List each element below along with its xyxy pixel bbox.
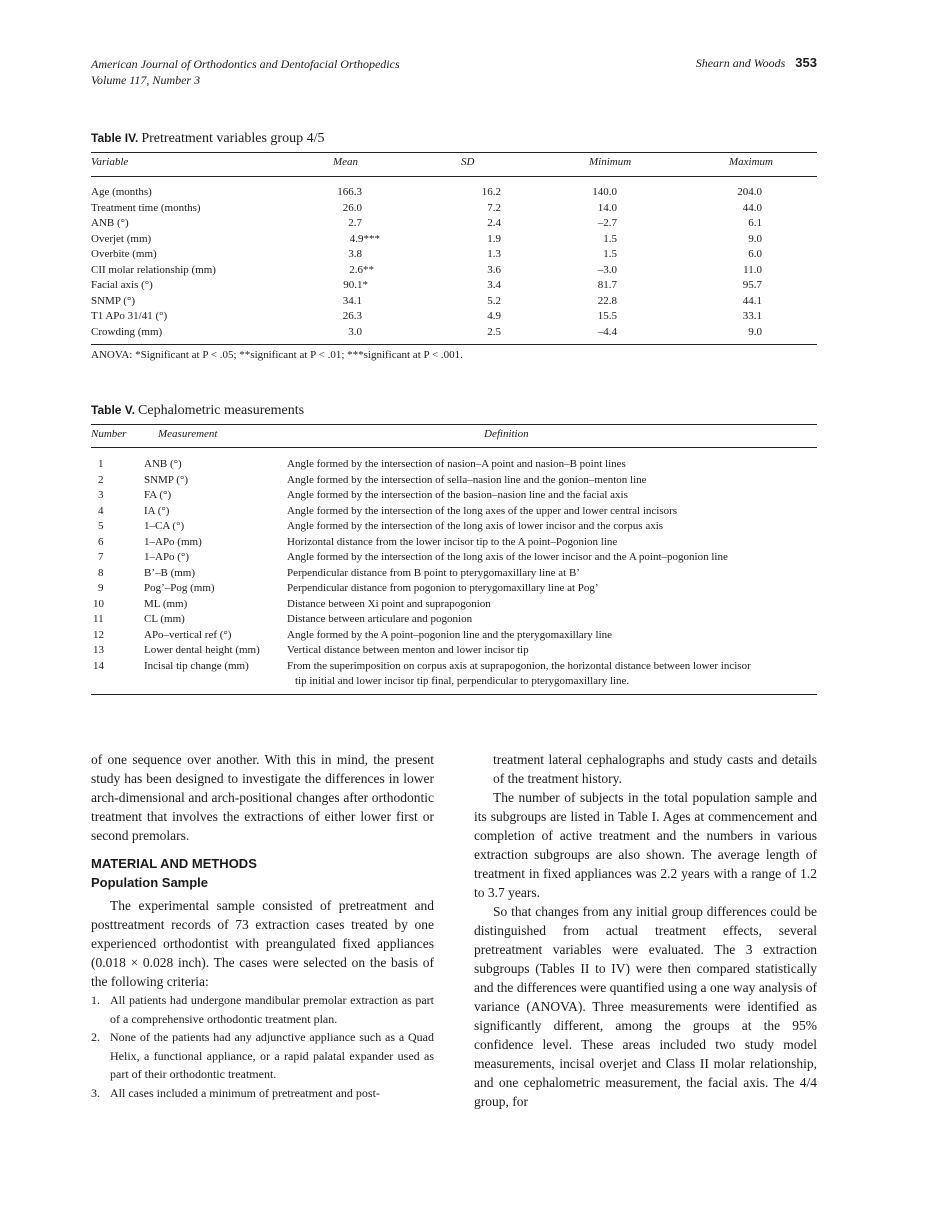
table5-col-number: Number bbox=[91, 425, 144, 448]
variables-paragraph: So that changes from any initial group differences could be distinguished from actual treatment effects, several pretreatment variables were evaluated. The 3 extraction subgroups (Tables II to IV) were then compared statistically and the differences were quantified using a one way analysis of variance (ANOVA). Three measurements were identified as significantly different, among the groups at the 95% confidence level. These areas included two study model measurements, incisal overjet and Class II molar relationship, and one cephalometric measurement, the facial axis. The 4/4 group, for bbox=[474, 904, 817, 1109]
subjects-paragraph: The number of subjects in the total population sample and its subgroups are listed in Table I. Ages at commencement and completion of active treatment and the numbers in various extraction subgroups are also shown. The average length of treatment in fixed appliances was 2.2 years with a range of 1.2 to 3.7 years. bbox=[474, 790, 817, 900]
criteria-text: All cases included a minimum of pretreatment and post- bbox=[110, 1085, 380, 1100]
subsection-heading: Population Sample bbox=[91, 875, 209, 890]
table5-row bbox=[91, 566, 817, 582]
table4-col-sd: SD bbox=[451, 153, 571, 177]
table5-definition-line1: Angle formed by the intersection of the basion–nasion line and the facial axis bbox=[287, 489, 628, 501]
table4-cell: 1.3 bbox=[487, 248, 501, 260]
table4-cell: T1 APo 31/41 (°) bbox=[91, 310, 168, 322]
table4-row bbox=[91, 263, 817, 279]
table5-row bbox=[91, 581, 817, 597]
table5-col-definition: Definition bbox=[287, 425, 817, 448]
journal-name: American Journal of Orthodontics and Dentofacial Orthopedics bbox=[91, 57, 400, 71]
criteria-item bbox=[91, 1084, 434, 1103]
table4-cell: 44.0 bbox=[742, 201, 762, 214]
table5-measurement: Pog’–Pog (mm) bbox=[144, 582, 215, 594]
table5-definition-line1: Angle formed by the intersection of sella–nasion line and the gonion–menton line bbox=[287, 473, 647, 486]
criteria-item bbox=[91, 1028, 434, 1084]
table4-cell: 9.0 bbox=[748, 232, 762, 245]
table4-row bbox=[91, 278, 817, 294]
table4-col-mean: Mean bbox=[321, 153, 451, 177]
table5-row bbox=[91, 628, 817, 644]
table4-caption bbox=[91, 129, 324, 148]
table5-measurement: 1–CA (°) bbox=[144, 520, 185, 532]
table5-definition bbox=[287, 550, 817, 566]
table5-definition bbox=[287, 566, 817, 582]
table4-cell: 22.8 bbox=[597, 294, 617, 307]
table5-row bbox=[91, 550, 817, 566]
table5-definition bbox=[287, 488, 817, 504]
criteria-list bbox=[91, 991, 434, 1102]
table4-col-variable: Variable bbox=[91, 153, 321, 177]
header-authors: Shearn and Woods bbox=[695, 56, 786, 70]
table5-number: 6 bbox=[98, 535, 104, 548]
table5-definition bbox=[287, 628, 817, 644]
section-heading: MATERIAL AND METHODS bbox=[91, 856, 257, 871]
table4-footnote: ANOVA: *Significant at P < .05; **significant at P < .01; ***significant at P < .001. bbox=[91, 349, 463, 361]
table4-label: Table IV. bbox=[91, 131, 139, 145]
table4-cell: –4.4 bbox=[571, 325, 701, 345]
table4-cell: 6.1 bbox=[748, 217, 762, 229]
table4-cell: 81.7 bbox=[597, 279, 617, 291]
criteria-number: 2. bbox=[91, 1030, 100, 1044]
table5-row bbox=[91, 612, 817, 628]
table5-definition-line1: Angle formed by the intersection of the long axes of the upper and lower central incisors bbox=[287, 504, 678, 517]
table5-definition bbox=[287, 535, 817, 551]
table5-definition-line1: Angle formed by the intersection of nasion–A point and nasion–B point lines bbox=[287, 458, 626, 470]
table4-cell: 44.1 bbox=[742, 294, 762, 307]
table4-cell: 33.1 bbox=[742, 310, 762, 322]
table4-row bbox=[91, 309, 817, 325]
table5-row bbox=[91, 473, 817, 489]
table5-number: 9 bbox=[98, 582, 104, 594]
table4-cell: 7.2 bbox=[487, 201, 501, 214]
table4-cell: 11.0 bbox=[743, 263, 762, 276]
table5-definition-line1: Distance between articulare and pogonion bbox=[287, 613, 473, 625]
table5-measurement: Incisal tip change (mm) bbox=[144, 659, 287, 695]
table4-row bbox=[91, 201, 817, 217]
table4-cell: 6.0 bbox=[748, 248, 762, 260]
table5-definition-line1: Perpendicular distance from B point to pterygomaxillary line at B’ bbox=[287, 566, 580, 579]
page-number: 353 bbox=[795, 55, 817, 70]
table5-definition-line1: Perpendicular distance from pogonion to pterygomaxillary line at Pog’ bbox=[287, 582, 599, 594]
criteria-text: None of the patients had any adjunctive appliance such as a Quad Helix, a functional appliance, or a rapid palatal expander used as part of their orthodontic treatment. bbox=[110, 1030, 434, 1081]
continued-criterion: treatment lateral cephalographs and study casts and details of the treatment history. bbox=[493, 752, 817, 786]
table5-row bbox=[91, 659, 817, 695]
table5-number: 1 bbox=[98, 458, 104, 470]
sample-paragraph: The experimental sample consisted of pretreatment and posttreatment records of 73 extraction cases treated by one experienced orthodontist with preangulated fixed appliances (0.018 × 0.028 inch). The cases were selected on the basis of the following criteria: bbox=[91, 898, 434, 989]
table5-definition bbox=[287, 519, 817, 535]
table4-cell: 140.0 bbox=[592, 186, 617, 198]
table5-number: 3 bbox=[98, 489, 104, 501]
table4-cell: 3.8 bbox=[348, 248, 362, 260]
criteria-item bbox=[91, 991, 434, 1028]
table5-definition-line1: From the superimposition on corpus axis at suprapogonion, the horizontal distance between lower incisor bbox=[287, 659, 751, 672]
table4-row bbox=[91, 247, 817, 263]
table4-cell: 3.0 bbox=[321, 325, 451, 345]
table4-cell: 95.7 bbox=[742, 279, 762, 291]
table4-cell: SNMP (°) bbox=[91, 294, 136, 307]
table5-measurement: 1–APo (mm) bbox=[144, 535, 202, 548]
table5-measurement: IA (°) bbox=[144, 504, 170, 517]
table5-number: 4 bbox=[98, 504, 104, 517]
table5-row bbox=[91, 535, 817, 551]
table4-cell: 16.2 bbox=[481, 186, 501, 198]
table4-col-maximum: Maximum bbox=[701, 153, 817, 177]
table4-cell: 14.0 bbox=[597, 201, 617, 214]
table5-definition bbox=[287, 597, 817, 613]
table5-number: 13 bbox=[93, 644, 104, 656]
table5-measurement: ANB (°) bbox=[144, 458, 182, 470]
criteria-number: 1. bbox=[91, 993, 100, 1007]
table4-cell: 2.4 bbox=[487, 217, 501, 229]
table5-measurement: SNMP (°) bbox=[144, 473, 189, 486]
table4-row bbox=[91, 325, 817, 345]
table4-cell: 1.9 bbox=[487, 232, 501, 245]
table4-cell: Facial axis (°) bbox=[91, 279, 153, 291]
table4-cell: Age (months) bbox=[91, 186, 152, 198]
table5-title: Cephalometric measurements bbox=[138, 403, 305, 418]
table4-cell: 4.9*** bbox=[349, 232, 380, 245]
table5-measurement: ML (mm) bbox=[144, 597, 188, 610]
table4-cell: 1.5 bbox=[603, 248, 617, 260]
table5-definition bbox=[287, 643, 817, 659]
table4-cell: –3.0 bbox=[597, 263, 617, 276]
table5-number: 8 bbox=[98, 566, 104, 579]
table5 bbox=[91, 424, 817, 695]
body-column-right bbox=[474, 750, 817, 1111]
table4-cell: CII molar relationship (mm) bbox=[91, 263, 216, 276]
table5-number: 10 bbox=[93, 597, 104, 610]
table5-measurement: Lower dental height (mm) bbox=[144, 644, 260, 656]
table4-cell: 4.9 bbox=[487, 310, 501, 322]
table5-row bbox=[91, 519, 817, 535]
table5-definition-line1: Angle formed by the intersection of the long axis of the lower incisor and the A point–pogonion line bbox=[287, 551, 728, 563]
table4-row bbox=[91, 216, 817, 232]
table5-definition bbox=[287, 504, 817, 520]
table5-definition bbox=[287, 659, 817, 695]
table4-cell: 204.0 bbox=[737, 186, 762, 198]
table4-cell: 15.5 bbox=[597, 310, 617, 322]
table4-cell: 3.4 bbox=[487, 279, 501, 291]
table4-header-row bbox=[91, 153, 817, 177]
criteria-text: All patients had undergone mandibular premolar extraction as part of a comprehensive orthodontic treatment plan. bbox=[110, 993, 434, 1026]
table5-definition-line1: Angle formed by the intersection of the long axis of lower incisor and the corpus axis bbox=[287, 520, 664, 532]
table5-measurement: APo–vertical ref (°) bbox=[144, 628, 232, 641]
table5-row bbox=[91, 488, 817, 504]
table5-measurement: 1–APo (°) bbox=[144, 551, 190, 563]
table4-cell: 5.2 bbox=[487, 294, 501, 307]
journal-volume: Volume 117, Number 3 bbox=[91, 73, 201, 87]
running-header-page bbox=[696, 55, 817, 71]
table5-definition bbox=[287, 448, 817, 473]
table5-number: 2 bbox=[98, 473, 104, 486]
table4-cell: 2.5 bbox=[451, 325, 571, 345]
table5-definition bbox=[287, 612, 817, 628]
table4-cell: 9.0 bbox=[701, 325, 817, 345]
table5-measurement: FA (°) bbox=[144, 489, 172, 501]
table5-definition-line1: Angle formed by the A point–pogonion line and the pterygomaxillary line bbox=[287, 628, 613, 641]
table4-row bbox=[91, 232, 817, 248]
table5-caption bbox=[91, 401, 304, 420]
table4-row bbox=[91, 294, 817, 310]
table5-col-measurement: Measurement bbox=[144, 425, 287, 448]
table5-label: Table V. bbox=[91, 403, 136, 417]
table5-number: 14 bbox=[91, 659, 144, 695]
table5-measurement: CL (mm) bbox=[144, 613, 185, 625]
table5-number: 5 bbox=[98, 520, 104, 532]
intro-paragraph: of one sequence over another. With this in mind, the present study has been designed to investigate the differences in lower arch-dimensional and arch-positional changes after orthodontic treatment that involves the extractions of either lower first or second premolars. bbox=[91, 752, 434, 843]
table4-cell: –2.7 bbox=[597, 217, 617, 229]
running-header-journal bbox=[91, 56, 400, 88]
table5-measurement: B’–B (mm) bbox=[144, 566, 196, 579]
table4-col-minimum: Minimum bbox=[571, 153, 701, 177]
table5-definition-line1: Distance between Xi point and suprapogonion bbox=[287, 597, 491, 610]
table5-header-row bbox=[91, 425, 817, 448]
table5-definition bbox=[287, 473, 817, 489]
table5-row bbox=[91, 448, 817, 473]
table4-title: Pretreatment variables group 4/5 bbox=[141, 131, 325, 146]
table5-row bbox=[91, 643, 817, 659]
table4-cell: 3.6 bbox=[487, 263, 501, 276]
table4-cell: 34.1 bbox=[342, 294, 362, 307]
table4-cell: 26.0 bbox=[342, 201, 362, 214]
table5-number: 12 bbox=[93, 628, 104, 641]
table4-row bbox=[91, 177, 817, 201]
table4-cell: Overbite (mm) bbox=[91, 248, 157, 260]
table4-cell: Overjet (mm) bbox=[91, 232, 152, 245]
table5-row bbox=[91, 504, 817, 520]
table5-definition-line2: tip initial and lower incisor tip final, perpendicular to pterygomaxillary line. bbox=[295, 675, 630, 687]
table4-cell: 1.5 bbox=[603, 232, 617, 245]
table4-cell: Crowding (mm) bbox=[91, 325, 321, 345]
table5-number: 11 bbox=[93, 613, 104, 625]
body-column-left bbox=[91, 750, 434, 1102]
table5-number: 7 bbox=[98, 551, 104, 563]
table4-cell: 2.7 bbox=[348, 217, 362, 229]
table4-cell: 166.3 bbox=[337, 186, 362, 198]
table4-cell: Treatment time (months) bbox=[91, 201, 201, 214]
table5-definition-line1: Vertical distance between menton and lower incisor tip bbox=[287, 644, 529, 656]
table4-cell: ANB (°) bbox=[91, 217, 129, 229]
criteria-number: 3. bbox=[91, 1085, 100, 1100]
table4-cell: 26.3 bbox=[342, 310, 362, 322]
table4-cell: 90.1* bbox=[343, 279, 368, 291]
table4-cell: 2.6** bbox=[349, 263, 374, 276]
table5-row bbox=[91, 597, 817, 613]
table5-definition-line1: Horizontal distance from the lower incisor tip to the A point–Pogonion line bbox=[287, 535, 618, 548]
table4 bbox=[91, 152, 817, 345]
table5-definition bbox=[287, 581, 817, 597]
